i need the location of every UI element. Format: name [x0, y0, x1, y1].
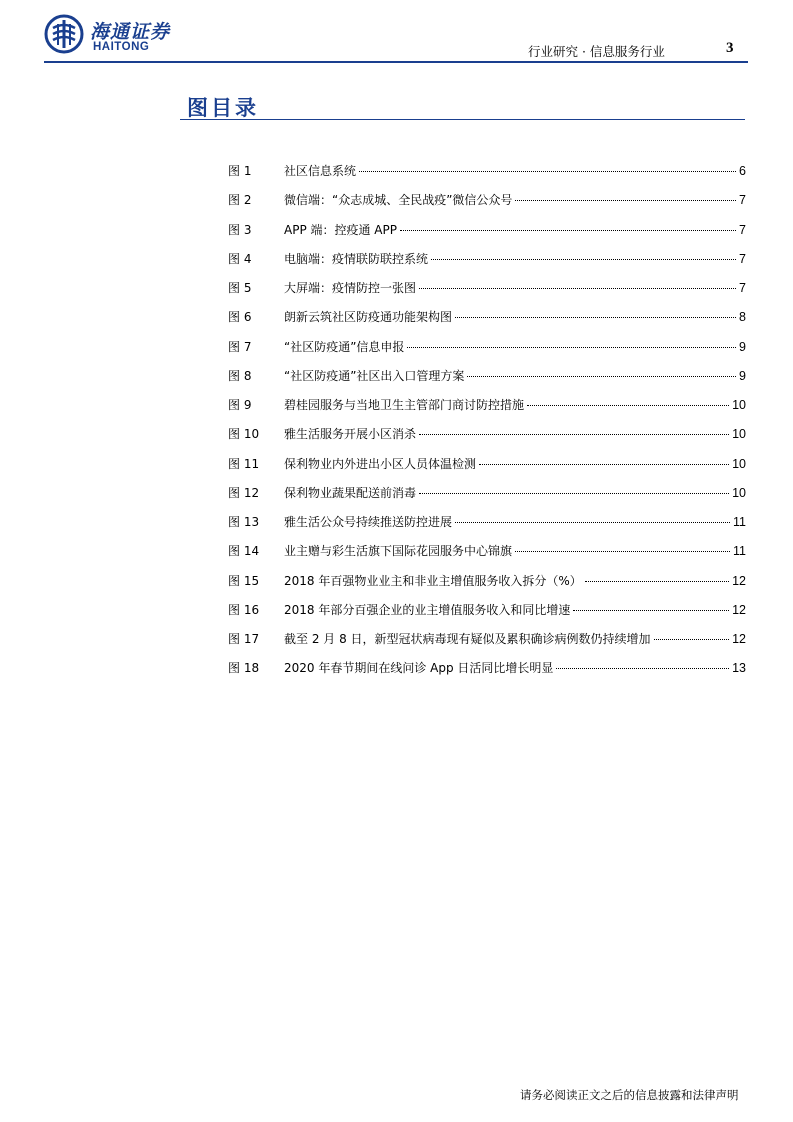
toc-entry-title: 2018 年部分百强企业的业主增值服务收入和同比增速	[284, 602, 571, 617]
toc-entry-page: 11	[733, 544, 746, 559]
page-number: 3	[726, 40, 734, 56]
toc-dot-leader	[455, 522, 730, 523]
toc-entry-page: 10	[732, 485, 746, 500]
toc-entry[interactable]	[228, 367, 746, 396]
toc-entry[interactable]	[228, 542, 746, 571]
toc-entry-page: 12	[732, 632, 746, 646]
toc-entry[interactable]	[228, 338, 746, 367]
toc-entry-number: 图 14	[228, 544, 260, 559]
toc-entry-page: 6	[739, 164, 746, 178]
figure-index-list	[228, 162, 746, 689]
footer-disclaimer: 请务必阅读正文之后的信息披露和法律声明	[520, 1088, 739, 1102]
toc-entry-page: 10	[732, 398, 746, 412]
toc-entry-number: 图 13	[228, 515, 260, 529]
toc-entry-number: 图 6	[228, 310, 252, 325]
haitong-emblem-icon	[44, 14, 84, 54]
toc-dot-leader	[479, 464, 729, 465]
figure-index-title: 图目录	[187, 96, 259, 120]
toc-entry[interactable]	[228, 630, 746, 659]
toc-dot-leader	[654, 639, 730, 640]
toc-entry-number: 图 4	[228, 251, 252, 266]
toc-entry[interactable]	[228, 425, 746, 454]
toc-entry[interactable]	[228, 484, 746, 513]
toc-entry-title: 保利物业蔬果配送前消毒	[284, 485, 417, 500]
toc-entry-title: 2018 年百强物业业主和非业主增值服务收入拆分（%）	[284, 573, 582, 588]
toc-entry-title: “社区防疫通”信息申报	[284, 339, 405, 354]
toc-dot-leader	[527, 405, 729, 406]
toc-entry-title: 2020 年春节期间在线问诊 App 日活同比增长明显	[284, 661, 554, 676]
toc-entry-title: 业主赠与彩生活旗下国际花园服务中心锦旗	[284, 544, 513, 559]
toc-entry-page: 10	[732, 456, 746, 471]
toc-dot-leader	[585, 581, 729, 582]
toc-entry-page: 7	[739, 222, 746, 237]
toc-entry-page: 11	[733, 515, 746, 529]
toc-entry-number: 图 1	[228, 164, 252, 178]
toc-entry[interactable]	[228, 162, 746, 191]
toc-entry-number: 图 8	[228, 368, 252, 383]
toc-entry[interactable]	[228, 396, 746, 425]
toc-dot-leader	[515, 551, 730, 552]
toc-entry-number: 图 10	[228, 427, 260, 442]
toc-dot-leader	[407, 347, 736, 348]
toc-entry-number: 图 12	[228, 485, 260, 500]
toc-dot-leader	[467, 376, 736, 377]
toc-entry[interactable]	[228, 279, 746, 308]
header-divider	[44, 61, 748, 63]
toc-dot-leader	[455, 317, 736, 318]
toc-entry-page: 7	[739, 193, 746, 208]
haitong-logo	[44, 14, 184, 60]
toc-entry-title: 朗新云筑社区防疫通功能架构图	[284, 310, 453, 325]
toc-dot-leader	[515, 200, 736, 201]
toc-entry[interactable]	[228, 659, 746, 688]
toc-entry[interactable]	[228, 572, 746, 601]
toc-entry[interactable]	[228, 455, 746, 484]
toc-dot-leader	[573, 610, 729, 611]
toc-entry-page: 7	[739, 251, 746, 266]
toc-entry-page: 9	[739, 368, 746, 383]
toc-dot-leader	[419, 288, 736, 289]
page-header	[0, 0, 793, 66]
toc-entry-title: 保利物业内外进出小区人员体温检测	[284, 456, 477, 471]
logo-chinese-name: 海通证券	[90, 21, 171, 43]
toc-entry-number: 图 11	[228, 456, 260, 471]
toc-entry-page: 13	[732, 661, 746, 676]
toc-entry[interactable]	[228, 250, 746, 279]
toc-entry-number: 图 5	[228, 281, 252, 295]
toc-dot-leader	[419, 493, 729, 494]
toc-entry-title: 社区信息系统	[284, 164, 357, 178]
header-section-label: 行业研究 · 信息服务行业	[528, 44, 665, 59]
toc-entry[interactable]	[228, 601, 746, 630]
toc-dot-leader	[400, 230, 736, 231]
toc-entry-title: 电脑端：疫情联防联控系统	[284, 251, 429, 266]
toc-entry-page: 12	[732, 602, 746, 617]
toc-entry-number: 图 2	[228, 193, 252, 208]
toc-entry-number: 图 18	[228, 661, 260, 676]
toc-entry-title: 碧桂园服务与当地卫生主管部门商讨防控措施	[284, 398, 525, 412]
toc-entry-title: APP 端：控疫通 APP	[284, 222, 397, 237]
toc-entry[interactable]	[228, 191, 746, 220]
toc-entry-page: 9	[739, 339, 746, 354]
logo-english-name: HAITONG	[93, 41, 150, 53]
toc-entry-title: 大屏端：疫情防控一张图	[284, 281, 417, 295]
toc-entry[interactable]	[228, 308, 746, 337]
toc-entry-number: 图 9	[228, 398, 252, 412]
toc-entry[interactable]	[228, 221, 746, 250]
toc-dot-leader	[419, 434, 729, 435]
title-divider	[180, 119, 745, 120]
toc-entry-number: 图 7	[228, 339, 252, 354]
toc-entry-number: 图 3	[228, 222, 252, 237]
toc-entry-title: “社区防疫通”社区出入口管理方案	[284, 368, 465, 383]
toc-entry[interactable]	[228, 513, 746, 542]
toc-entry-title: 雅生活公众号持续推送防控进展	[284, 515, 453, 529]
toc-entry-number: 图 17	[228, 632, 260, 646]
toc-dot-leader	[556, 668, 729, 669]
toc-entry-page: 7	[739, 281, 746, 295]
toc-entry-number: 图 15	[228, 573, 260, 588]
toc-entry-page: 8	[739, 310, 746, 325]
toc-entry-page: 10	[732, 427, 746, 442]
toc-dot-leader	[431, 259, 736, 260]
toc-entry-title: 雅生活服务开展小区消杀	[284, 427, 417, 442]
toc-entry-title: 截至 2 月 8 日，新型冠状病毒现有疑似及累积确诊病例数仍持续增加	[284, 632, 651, 646]
toc-dot-leader	[359, 171, 736, 172]
toc-entry-title: 微信端：“众志成城、全民战疫”微信公众号	[284, 193, 513, 208]
toc-entry-page: 12	[732, 573, 746, 588]
toc-entry-number: 图 16	[228, 602, 260, 617]
